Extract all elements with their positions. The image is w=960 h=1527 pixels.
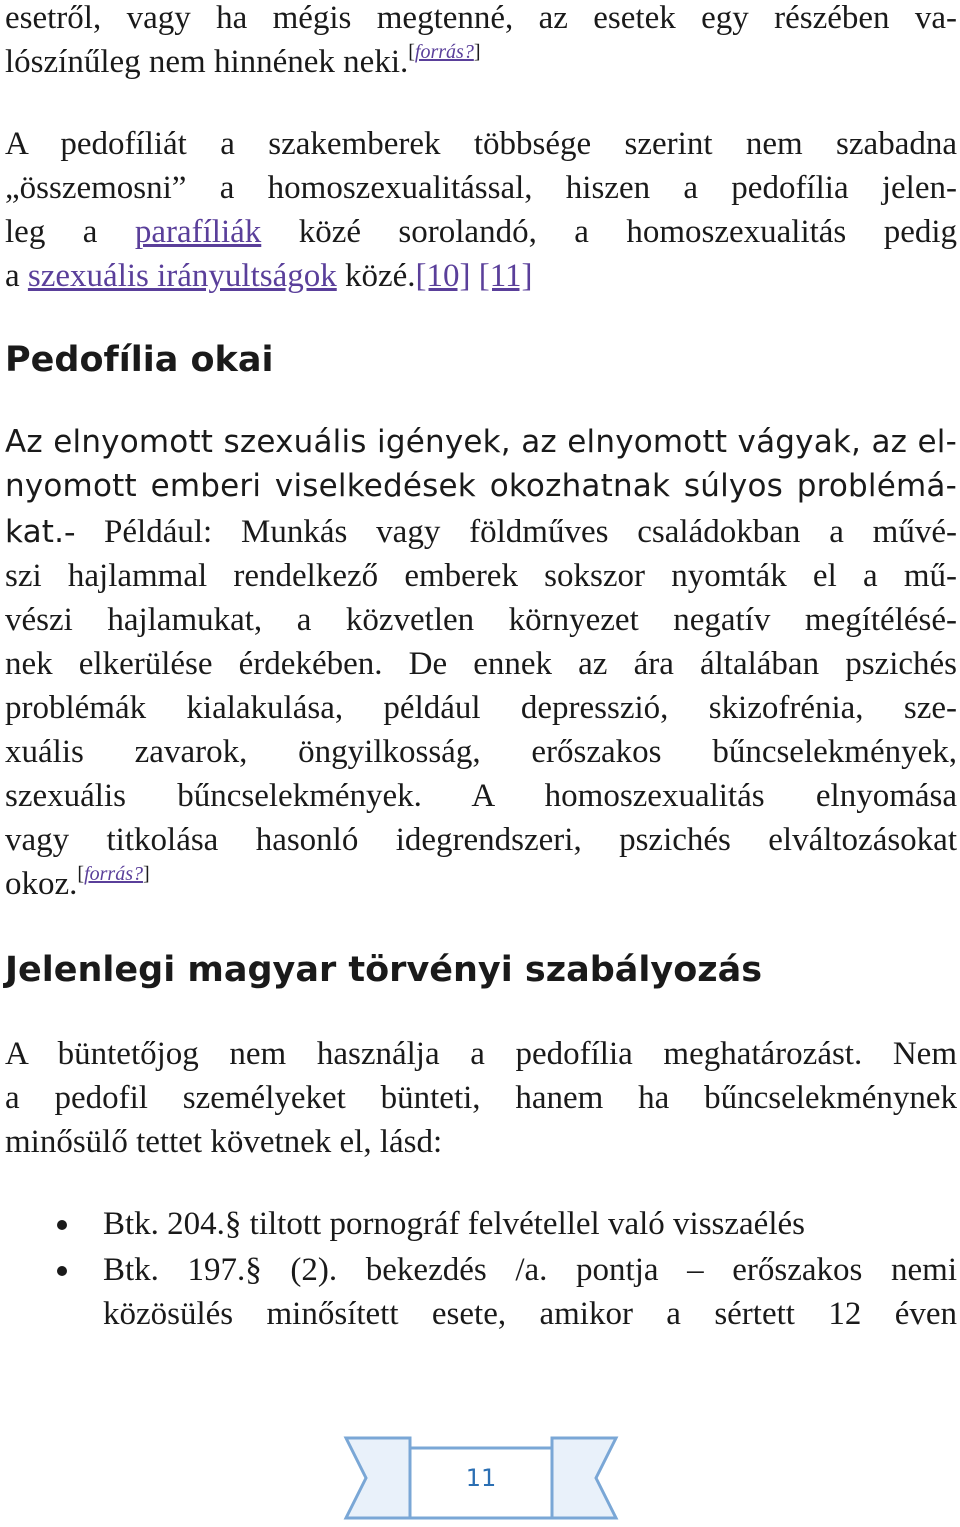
paragraph-1-line-1: esetről, vagy ha mégis megtenné, az esetek egy részében va- [5, 0, 957, 36]
reference-10[interactable]: [10] [415, 258, 471, 294]
paragraph-3-line-2: nyomott emberi viselkedések okozhatnak súlyos problémá- [5, 468, 957, 504]
paragraph-3-line-1: Az elnyomott szexuális igények, az elnyomott vágyak, az el- [5, 424, 957, 460]
paragraph-3-line-3: kat.- Például: Munkás vagy földműves családokban a művé- [5, 514, 957, 550]
paragraph-3-line-8: xuális zavarok, öngyilkosság, erőszakos bűncselekmények, [5, 734, 957, 770]
heading-pedofilia-okai: Pedofília okai [5, 340, 274, 380]
paragraph-4-line-3: minősülő tettet követnek el, lásd: [5, 1124, 443, 1160]
paragraph-4-line-1: A büntetőjog nem használja a pedofília meghatározást. Nem [5, 1036, 957, 1072]
page-number: 11 [465, 1464, 497, 1492]
paragraph-3-line-6: nek elkerülése érdekében. De ennek az ára általában pszichés [5, 646, 957, 682]
paragraph-3-line-10: vagy titkolása hasonló idegrendszeri, pszichés elváltozásokat [5, 822, 957, 858]
paragraph-3-line-9: szexuális bűncselekmények. A homoszexualitás elnyomása [5, 778, 957, 814]
paragraph-4-line-2: a pedofil személyeket bünteti, hanem ha bűncselekménynek [5, 1080, 957, 1116]
paragraph-1-line-2: lószínűleg nem hinnének neki.[forrás?] [5, 41, 481, 80]
bullet-dot [57, 1266, 67, 1276]
heading-jelenlegi-szabalyozas: Jelenlegi magyar törvényi szabályozás [5, 950, 763, 990]
paragraph-3-line-11: okoz.[forrás?] [5, 863, 150, 902]
list-item-btk-204: Btk. 204.§ tiltott pornográf felvétellel való visszaélés [103, 1206, 805, 1242]
page-footer [340, 1434, 622, 1522]
paragraph-3-line-7: problémák kialakulása, például depresszió, skizofrénia, sze- [5, 690, 957, 726]
reference-11[interactable]: [11] [478, 258, 533, 294]
link-parafiliak[interactable]: parafíliák [134, 214, 262, 250]
link-szexualis-iranyultsagok[interactable]: szexuális irányultságok [27, 258, 337, 294]
bullet-dot [57, 1220, 67, 1230]
paragraph-3-line-4: szi hajlammal rendelkező emberek sokszor nyomták el a mű- [5, 558, 957, 594]
list-item-btk-197-line-1: Btk. 197.§ (2). bekezdés /a. pontja – erőszakos nemi [103, 1252, 957, 1288]
paragraph-2-line-2: „összemosni” a homoszexualitással, hiszen a pedofília jelen- [5, 170, 957, 206]
paragraph-2-line-4: a szexuális irányultságok közé.[10] [11] [5, 258, 533, 294]
citation-needed[interactable]: [forrás?] [408, 41, 481, 63]
list-item-btk-197-line-2: közösülés minősített esete, amikor a sértett 12 éven [103, 1296, 957, 1332]
citation-needed-2[interactable]: [forrás?] [77, 863, 150, 885]
paragraph-2-line-1: A pedofíliát a szakemberek többsége szerint nem szabadna [5, 126, 957, 162]
paragraph-2-line-3: leg a parafíliák közé sorolandó, a homoszexualitás pedig [5, 214, 958, 250]
paragraph-3-line-5: vészi hajlamukat, a közvetlen környezet negatív megítélésé- [5, 602, 957, 638]
